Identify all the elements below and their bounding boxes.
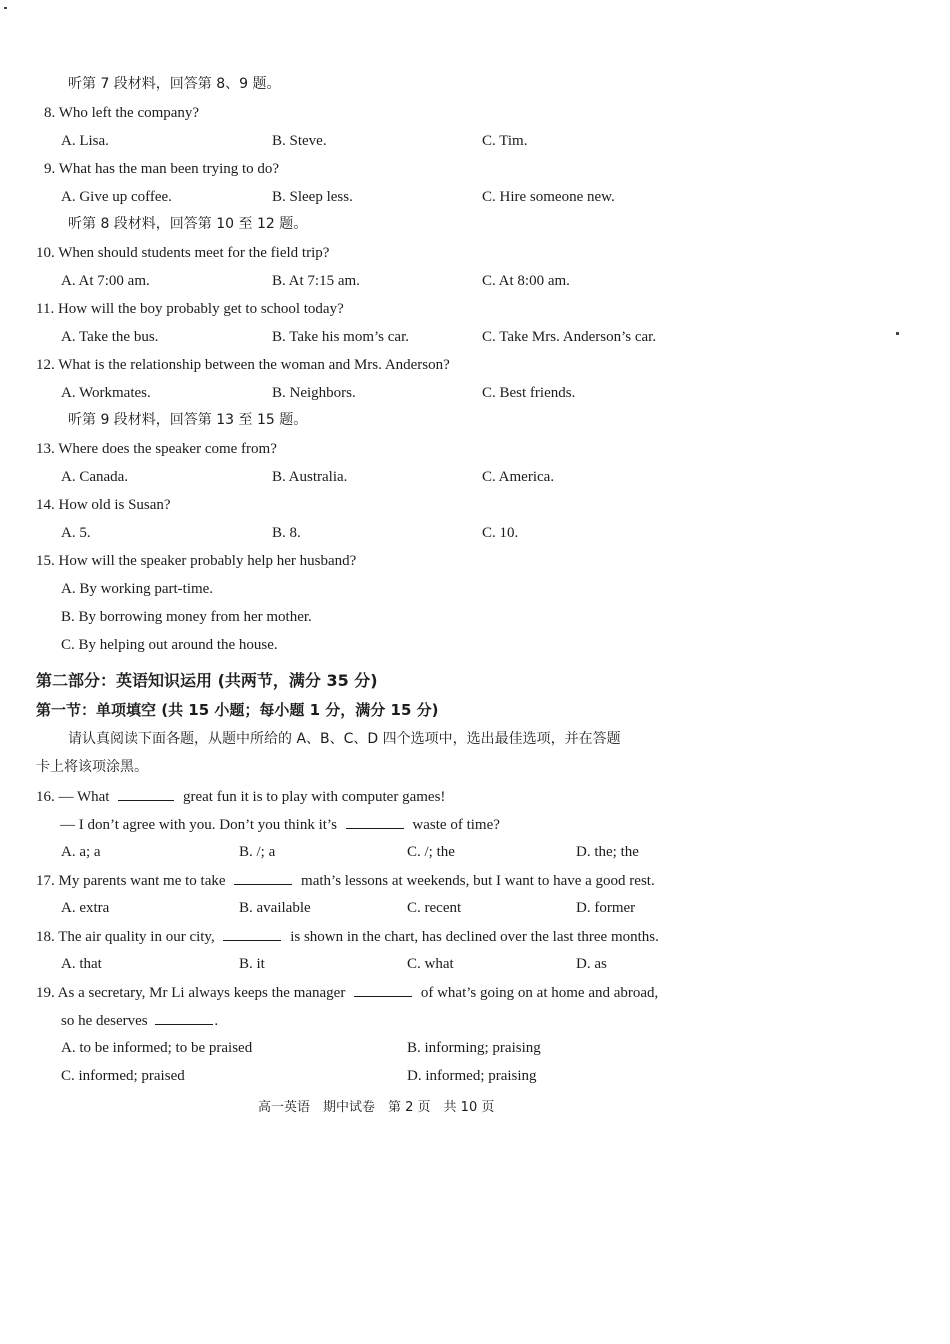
q13-option-c: C. America. <box>482 469 555 485</box>
q15-option-b: B. By borrowing money from her mother. <box>61 609 312 625</box>
q18-option-d: D. as <box>576 956 607 972</box>
q12-option-c: C. Best friends. <box>482 385 576 401</box>
q11-option-b: B. Take his mom’s car. <box>272 329 409 345</box>
question-8: 8. Who left the company? <box>44 105 200 121</box>
question-19 <box>36 982 658 1003</box>
scan-speck <box>4 7 7 9</box>
q18-blank <box>223 926 281 941</box>
q19-option-b: B. informing; praising <box>407 1040 541 1056</box>
q14-option-c: C. 10. <box>482 525 519 541</box>
q17-option-d: D. former <box>576 900 636 916</box>
q18-option-a: A. that <box>61 956 102 972</box>
q19-option-c: C. informed; praised <box>61 1068 185 1084</box>
q8-option-a: A. Lisa. <box>61 133 109 149</box>
q10-option-c: C. At 8:00 am. <box>482 273 570 289</box>
part2-section1-title: 第一节：单项填空 (共 15 小题；每小题 1 分，满分 15 分) <box>36 701 439 719</box>
q12-option-a: A. Workmates. <box>61 385 151 401</box>
q17-blank <box>234 870 292 885</box>
instructions-line-2: 卡上将该项涂黑。 <box>36 759 148 775</box>
q16-option-b: B. /; a <box>239 844 276 860</box>
q18-option-b: B. it <box>239 956 265 972</box>
q16-option-a: A. a; a <box>61 844 101 860</box>
q19-option-d: D. informed; praising <box>407 1068 537 1084</box>
q16-text-2: great fun it is to play with computer games! <box>182 789 446 805</box>
q17-option-c: C. recent <box>407 900 462 916</box>
q16-reply-text-1: — I don’t agree with you. Don’t you think it’s <box>60 817 337 833</box>
q19-blank-1 <box>354 982 412 997</box>
section-heading-8: 听第 8 段材料，回答第 10 至 12 题。 <box>68 216 308 232</box>
q18-text-1: 18. The air quality in our city, <box>36 929 215 945</box>
q19-period: . <box>214 1013 219 1029</box>
q14-option-a: A. 5. <box>61 525 91 541</box>
q19-option-a: A. to be informed; to be praised <box>61 1040 253 1056</box>
q17-option-a: A. extra <box>61 900 110 916</box>
q17-text-2: math’s lessons at weekends, but I want to have a good rest. <box>301 873 655 889</box>
q14-option-b: B. 8. <box>272 525 301 541</box>
question-17 <box>36 870 655 891</box>
q19-text-3: so he deserves <box>61 1013 148 1029</box>
q15-option-a: A. By working part-time. <box>61 581 214 597</box>
q18-option-c: C. what <box>407 956 454 972</box>
q16-blank-1 <box>118 786 174 801</box>
question-16-reply <box>60 814 500 835</box>
q17-text-1: 17. My parents want me to take <box>36 873 226 889</box>
q11-option-a: A. Take the bus. <box>61 329 159 345</box>
q19-blank-2 <box>155 1010 213 1025</box>
question-19-cont <box>61 1010 218 1031</box>
q13-option-a: A. Canada. <box>61 469 129 485</box>
section-heading-7: 听第 7 段材料，回答第 8、9 题。 <box>68 76 281 92</box>
q16-text-1: 16. — What <box>36 789 110 805</box>
q9-option-c: C. Hire someone new. <box>482 189 615 205</box>
q12-option-b: B. Neighbors. <box>272 385 356 401</box>
question-13: 13. Where does the speaker come from? <box>36 441 277 457</box>
question-18 <box>36 926 659 947</box>
section-heading-9: 听第 9 段材料，回答第 13 至 15 题。 <box>68 412 308 428</box>
q9-option-a: A. Give up coffee. <box>61 189 172 205</box>
q18-text-2: is shown in the chart, has declined over the last three months. <box>290 929 659 945</box>
q9-option-b: B. Sleep less. <box>272 189 353 205</box>
q11-option-c: C. Take Mrs. Anderson’s car. <box>482 329 657 345</box>
q17-option-b: B. available <box>239 900 311 916</box>
question-14: 14. How old is Susan? <box>36 497 171 513</box>
q10-option-a: A. At 7:00 am. <box>61 273 150 289</box>
q16-option-d: D. the; the <box>576 844 639 860</box>
page-footer: 高一英语 期中试卷 第 2 页 共 10 页 <box>258 1100 495 1115</box>
question-16 <box>36 786 445 807</box>
q16-blank-2 <box>346 814 404 829</box>
part2-title: 第二部分：英语知识运用 (共两节，满分 35 分) <box>36 671 378 690</box>
question-12: 12. What is the relationship between the woman and Mrs. Anderson? <box>36 357 450 373</box>
q15-option-c: C. By helping out around the house. <box>61 637 278 653</box>
question-11: 11. How will the boy probably get to school today? <box>36 301 344 317</box>
q10-option-b: B. At 7:15 am. <box>272 273 360 289</box>
q16-option-c: C. /; the <box>407 844 455 860</box>
q8-option-b: B. Steve. <box>272 133 327 149</box>
instructions-line-1: 请认真阅读下面各题，从题中所给的 A、B、C、D 四个选项中，选出最佳选项，并在答题 <box>68 731 621 747</box>
question-15: 15. How will the speaker probably help her husband? <box>36 553 357 569</box>
q19-text-2: of what’s going on at home and abroad, <box>420 985 659 1001</box>
q19-text-1: 19. As a secretary, Mr Li always keeps the manager <box>36 985 346 1001</box>
q8-option-c: C. Tim. <box>482 133 528 149</box>
question-9: 9. What has the man been trying to do? <box>44 161 280 177</box>
question-10: 10. When should students meet for the field trip? <box>36 245 330 261</box>
q16-reply-text-2: waste of time? <box>412 817 500 833</box>
q13-option-b: B. Australia. <box>272 469 348 485</box>
scan-speck <box>896 332 899 335</box>
